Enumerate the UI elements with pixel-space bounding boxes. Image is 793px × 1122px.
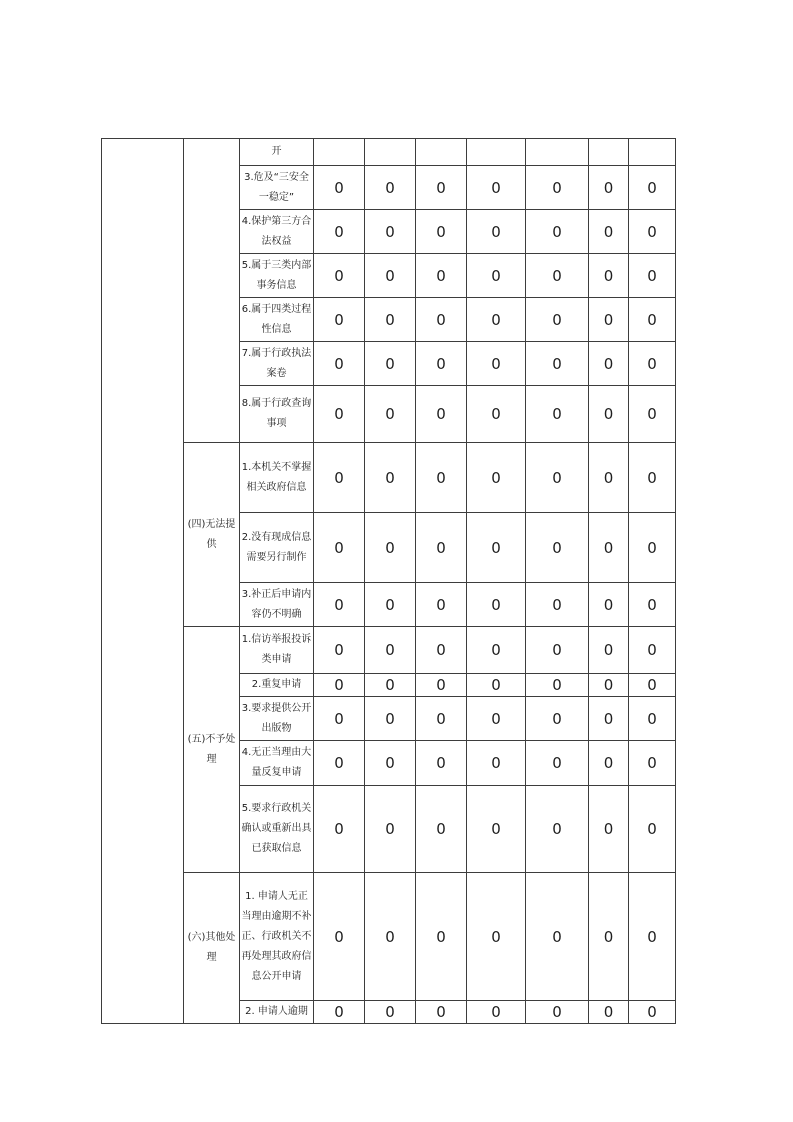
value-cell: 0 xyxy=(589,697,629,741)
value-cell: 0 xyxy=(314,583,365,627)
value-cell: 0 xyxy=(365,513,416,583)
value-cell: 0 xyxy=(589,166,629,210)
value-cell: 0 xyxy=(314,210,365,254)
value-cell: 0 xyxy=(365,873,416,1001)
value-cell xyxy=(467,139,526,166)
value-cell: 0 xyxy=(314,741,365,786)
row-label-cell: 2.没有现成信息需要另行制作 xyxy=(240,513,314,583)
value-cell: 0 xyxy=(365,674,416,697)
value-cell: 0 xyxy=(526,583,589,627)
row-label-cell: 4.无正当理由大量反复申请 xyxy=(240,741,314,786)
value-cell: 0 xyxy=(467,210,526,254)
value-cell: 0 xyxy=(467,786,526,873)
value-cell: 0 xyxy=(629,254,676,298)
value-cell: 0 xyxy=(629,513,676,583)
value-cell: 0 xyxy=(416,697,467,741)
value-cell: 0 xyxy=(526,210,589,254)
row-label-cell: 1. 申请人无正当理由逾期不补正、行政机关不再处理其政府信息公开申请 xyxy=(240,873,314,1001)
value-cell: 0 xyxy=(467,443,526,513)
value-cell xyxy=(365,139,416,166)
value-cell: 0 xyxy=(467,627,526,674)
value-cell: 0 xyxy=(416,873,467,1001)
value-cell: 0 xyxy=(629,386,676,443)
value-cell: 0 xyxy=(314,342,365,386)
value-cell: 0 xyxy=(314,697,365,741)
table-row xyxy=(102,443,676,513)
row-label-cell: 5.属于三类内部事务信息 xyxy=(240,254,314,298)
value-cell: 0 xyxy=(589,342,629,386)
value-cell: 0 xyxy=(314,873,365,1001)
value-cell: 0 xyxy=(589,298,629,342)
value-cell: 0 xyxy=(526,873,589,1001)
value-cell xyxy=(589,139,629,166)
value-cell: 0 xyxy=(589,627,629,674)
value-cell: 0 xyxy=(589,1001,629,1024)
gov-info-disclosure-table xyxy=(101,138,676,1024)
value-cell: 0 xyxy=(467,513,526,583)
value-cell: 0 xyxy=(314,1001,365,1024)
value-cell: 0 xyxy=(365,583,416,627)
value-cell: 0 xyxy=(629,674,676,697)
row-label-cell: 5.要求行政机关确认或重新出具已获取信息 xyxy=(240,786,314,873)
value-cell: 0 xyxy=(526,386,589,443)
value-cell: 0 xyxy=(365,386,416,443)
value-cell xyxy=(526,139,589,166)
row-label-cell: 3.要求提供公开出版物 xyxy=(240,697,314,741)
table-row xyxy=(102,139,676,166)
value-cell: 0 xyxy=(467,674,526,697)
value-cell: 0 xyxy=(314,674,365,697)
value-cell: 0 xyxy=(629,298,676,342)
value-cell: 0 xyxy=(416,674,467,697)
value-cell: 0 xyxy=(589,443,629,513)
value-cell: 0 xyxy=(589,786,629,873)
value-cell: 0 xyxy=(589,873,629,1001)
value-cell: 0 xyxy=(467,741,526,786)
value-cell: 0 xyxy=(467,166,526,210)
value-cell: 0 xyxy=(589,386,629,443)
category-cell: (五)不予处理 xyxy=(184,627,240,873)
value-cell: 0 xyxy=(416,166,467,210)
value-cell: 0 xyxy=(365,166,416,210)
value-cell: 0 xyxy=(467,583,526,627)
row-label-cell: 开 xyxy=(240,139,314,166)
value-cell: 0 xyxy=(365,443,416,513)
table-row xyxy=(102,627,676,674)
value-cell: 0 xyxy=(589,254,629,298)
value-cell xyxy=(416,139,467,166)
row-label-cell: 3.危及“三安全一稳定” xyxy=(240,166,314,210)
value-cell: 0 xyxy=(526,697,589,741)
value-cell: 0 xyxy=(629,697,676,741)
value-cell: 0 xyxy=(365,298,416,342)
value-cell: 0 xyxy=(467,298,526,342)
value-cell: 0 xyxy=(416,298,467,342)
row-label-cell: 1.信访举报投诉类申请 xyxy=(240,627,314,674)
value-cell: 0 xyxy=(629,873,676,1001)
value-cell: 0 xyxy=(629,583,676,627)
value-cell: 0 xyxy=(416,583,467,627)
row-label-cell: 6.属于四类过程性信息 xyxy=(240,298,314,342)
value-cell: 0 xyxy=(416,1001,467,1024)
value-cell: 0 xyxy=(416,513,467,583)
value-cell: 0 xyxy=(629,342,676,386)
value-cell: 0 xyxy=(365,697,416,741)
row-label-cell: 4.保护第三方合法权益 xyxy=(240,210,314,254)
value-cell: 0 xyxy=(314,443,365,513)
row-label-cell: 8.属于行政查询事项 xyxy=(240,386,314,443)
value-cell: 0 xyxy=(629,627,676,674)
value-cell: 0 xyxy=(629,443,676,513)
value-cell: 0 xyxy=(314,298,365,342)
value-cell: 0 xyxy=(365,1001,416,1024)
value-cell: 0 xyxy=(365,786,416,873)
value-cell: 0 xyxy=(526,741,589,786)
value-cell: 0 xyxy=(365,342,416,386)
category-cell: (六)其他处理 xyxy=(184,873,240,1024)
value-cell: 0 xyxy=(416,741,467,786)
row-label-cell: 1.本机关不掌握相关政府信息 xyxy=(240,443,314,513)
value-cell: 0 xyxy=(629,1001,676,1024)
value-cell: 0 xyxy=(314,513,365,583)
value-cell: 0 xyxy=(416,342,467,386)
value-cell: 0 xyxy=(416,786,467,873)
row-label-cell: 2.重复申请 xyxy=(240,674,314,697)
value-cell: 0 xyxy=(416,386,467,443)
value-cell: 0 xyxy=(314,254,365,298)
value-cell: 0 xyxy=(365,210,416,254)
row-label-cell: 3.补正后申请内容仍不明确 xyxy=(240,583,314,627)
value-cell: 0 xyxy=(526,254,589,298)
value-cell: 0 xyxy=(467,342,526,386)
row-label-cell: 2. 申请人逾期 xyxy=(240,1001,314,1024)
value-cell: 0 xyxy=(589,674,629,697)
value-cell xyxy=(314,139,365,166)
value-cell: 0 xyxy=(526,627,589,674)
category-cell xyxy=(184,139,240,443)
value-cell: 0 xyxy=(314,166,365,210)
value-cell: 0 xyxy=(526,166,589,210)
row-label-cell: 7.属于行政执法案卷 xyxy=(240,342,314,386)
value-cell: 0 xyxy=(365,741,416,786)
value-cell: 0 xyxy=(526,298,589,342)
value-cell: 0 xyxy=(467,873,526,1001)
value-cell: 0 xyxy=(589,513,629,583)
value-cell: 0 xyxy=(416,443,467,513)
table-row xyxy=(102,873,676,1001)
value-cell: 0 xyxy=(589,210,629,254)
value-cell: 0 xyxy=(589,741,629,786)
value-cell: 0 xyxy=(467,1001,526,1024)
value-cell: 0 xyxy=(629,210,676,254)
value-cell: 0 xyxy=(314,786,365,873)
left-spacer-cell xyxy=(102,139,184,1024)
value-cell: 0 xyxy=(365,254,416,298)
value-cell: 0 xyxy=(629,166,676,210)
category-cell: (四)无法提供 xyxy=(184,443,240,627)
value-cell: 0 xyxy=(416,627,467,674)
value-cell: 0 xyxy=(526,513,589,583)
value-cell: 0 xyxy=(526,342,589,386)
value-cell xyxy=(629,139,676,166)
value-cell: 0 xyxy=(314,386,365,443)
value-cell: 0 xyxy=(526,1001,589,1024)
value-cell: 0 xyxy=(629,786,676,873)
value-cell: 0 xyxy=(629,741,676,786)
value-cell: 0 xyxy=(467,386,526,443)
table-body xyxy=(102,139,676,1024)
value-cell: 0 xyxy=(526,786,589,873)
value-cell: 0 xyxy=(416,254,467,298)
value-cell: 0 xyxy=(467,697,526,741)
value-cell: 0 xyxy=(526,674,589,697)
value-cell: 0 xyxy=(365,627,416,674)
value-cell: 0 xyxy=(314,627,365,674)
value-cell: 0 xyxy=(467,254,526,298)
value-cell: 0 xyxy=(526,443,589,513)
value-cell: 0 xyxy=(416,210,467,254)
value-cell: 0 xyxy=(589,583,629,627)
